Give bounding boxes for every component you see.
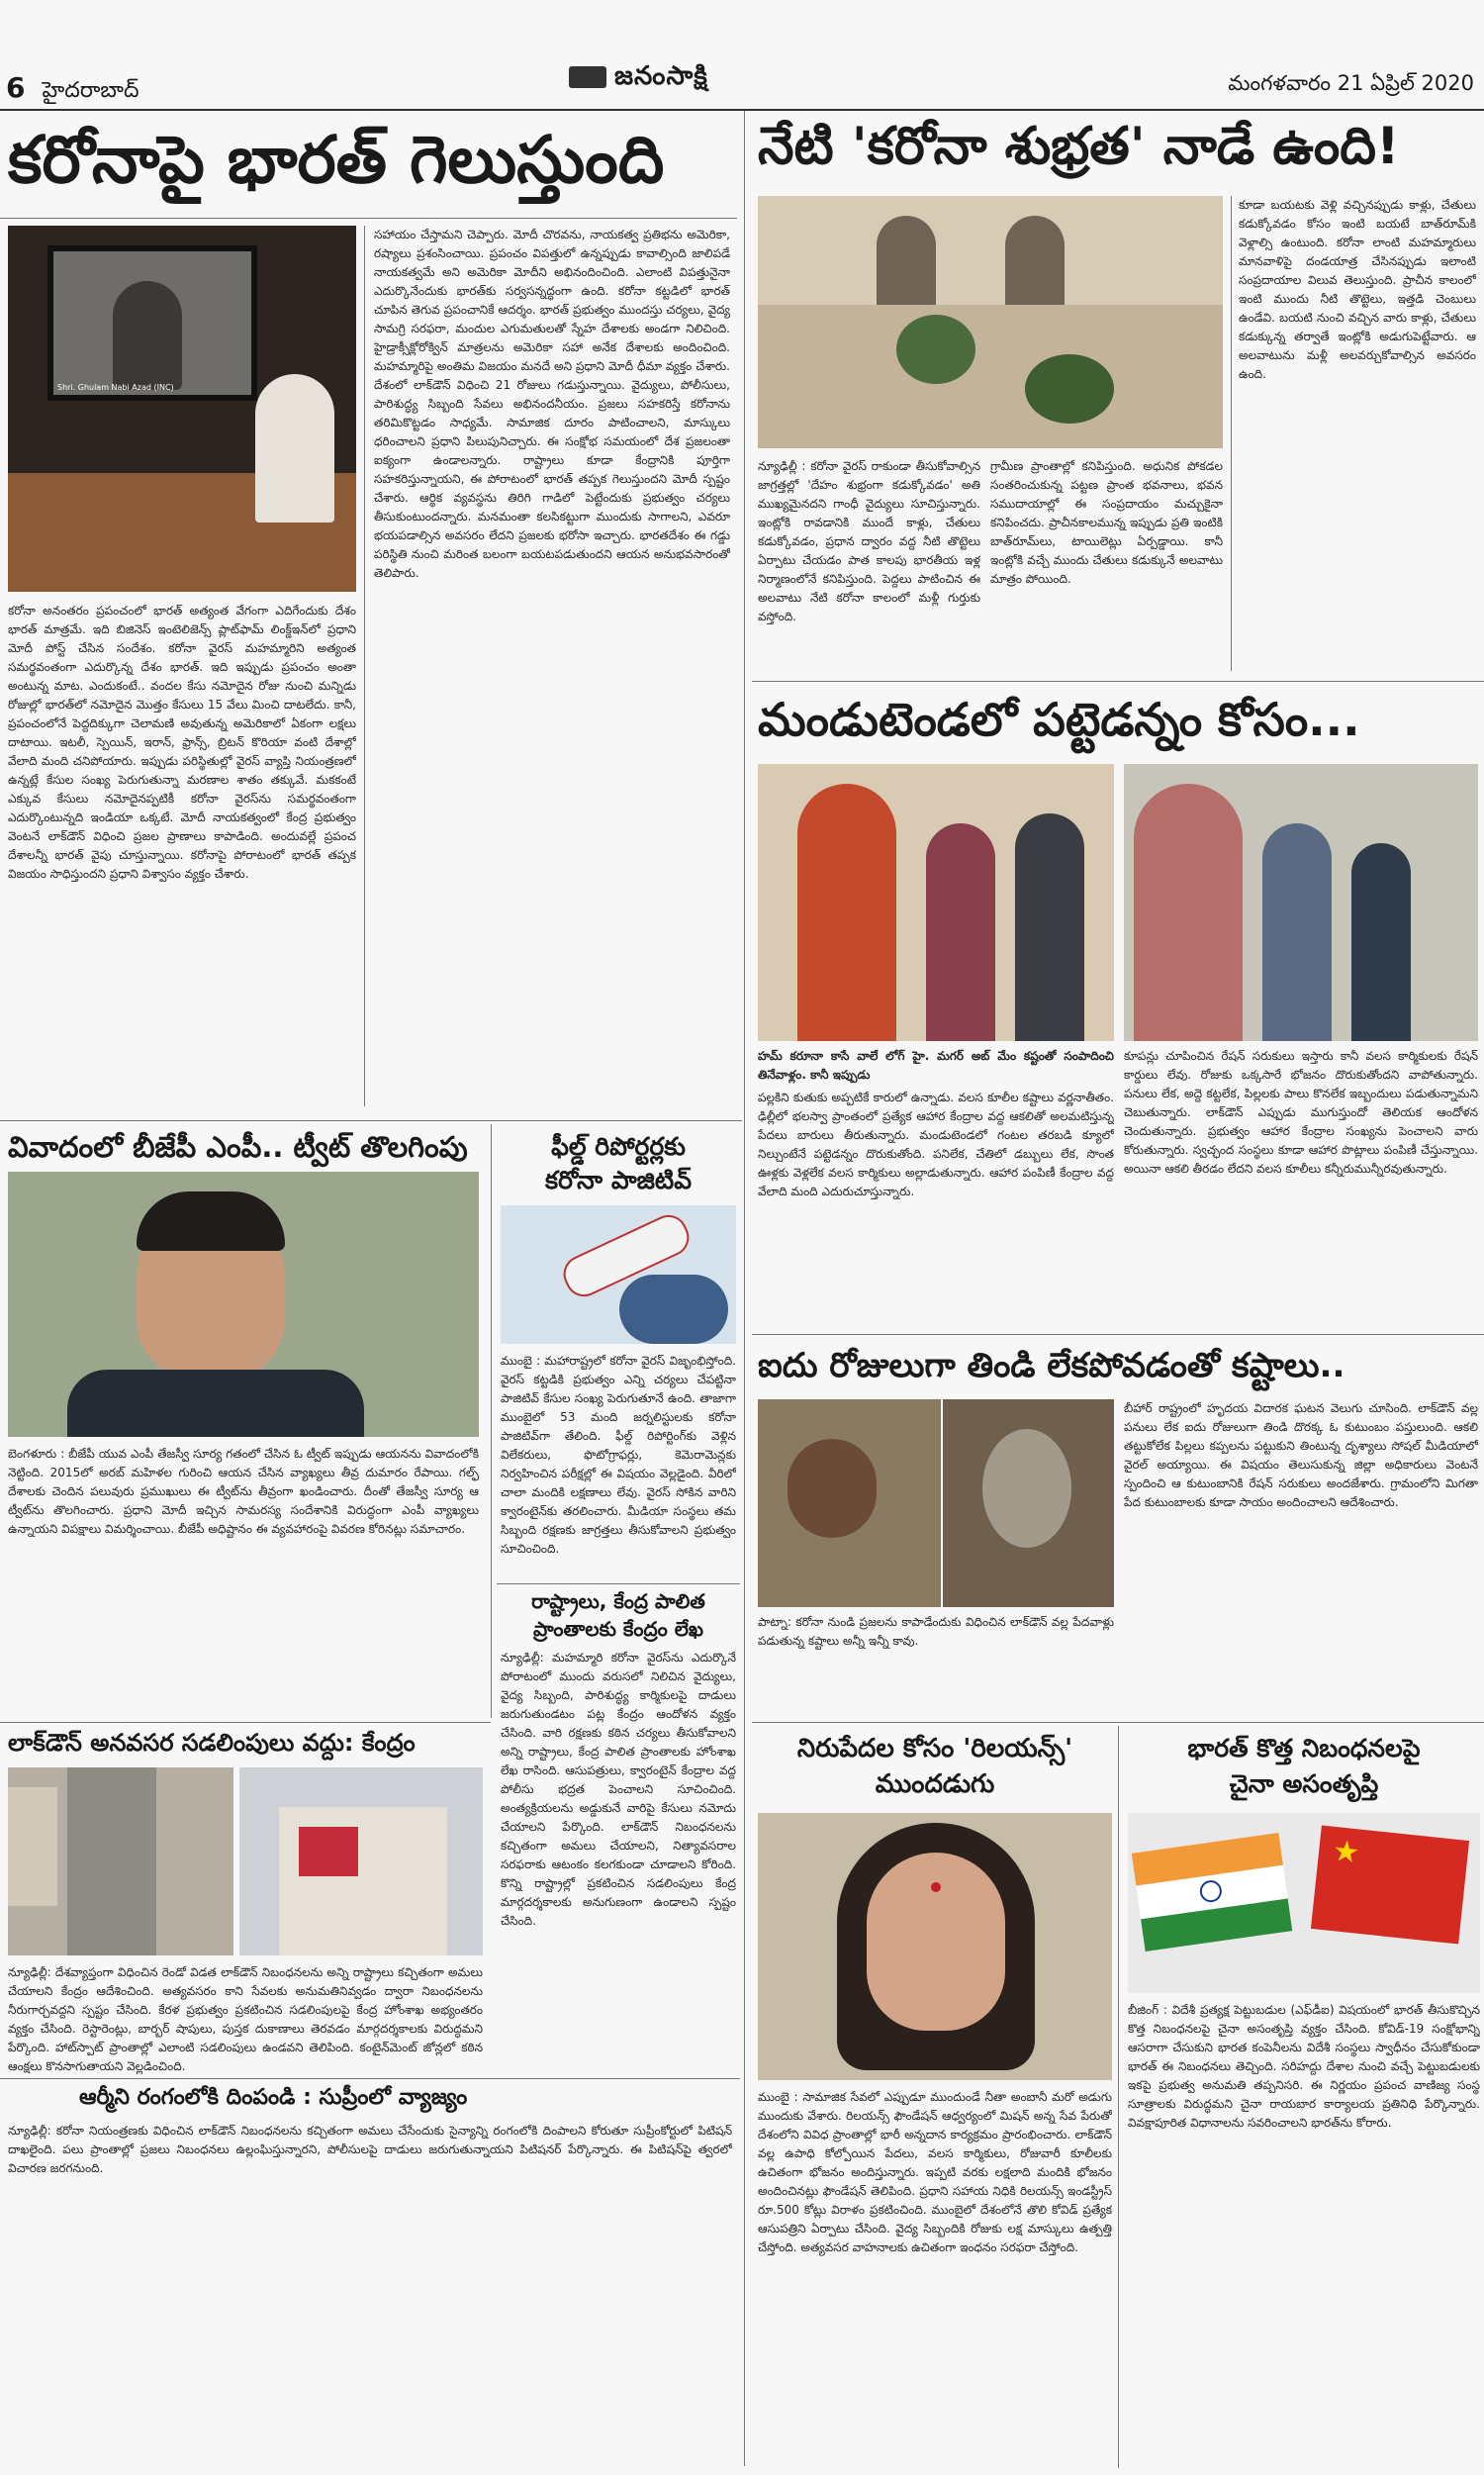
story-7-headline-line-2: ప్రాంతాలకు కేంద్రం లేఖ	[533, 1617, 703, 1641]
story-3-column-left: పల్లకిని కుతుకు అప్పటికే కారులో ఉన్నాడు. వలస కూలీల కష్టాలు వర్ణనాతీతం. ఢిల్లీలో భలస్వా ప్రాంతంలో ప్రత్యేక ఆహార కేంద్రాల వద్ద ఆకలితో అలమటిస్తున్న పేదలు బారులు తీరుతున్నారు. మండుటెండలో గంటల తరబడి క్యూలో నిల్చుంటేనే పట్టెడన్నం దొరుకుతోంది. పనిలేక, చేతిలో డబ్బులు లేక, సొంత ఊళ్లకు వెళ్లలేక వలస కార్మికులు అల్లాడుతున్నారు. ఆహార పంపిణీ కేంద్రాల వద్ద వేలాది మంది ఎదురుచూస్తున్నారు.	[758, 1091, 1114, 1198]
building-wall	[758, 196, 1223, 305]
story-9-body: న్యూఢిల్లీ: కరోనా నియంత్రణకు విధించిన లాక్‌డౌన్ నిబంధనలను కచ్చితంగా అమలు చేసేందుకు సైన్యాన్ని రంగంలోకి దింపాలని కోరుతూ సుప్రీంకోర్టులో పిటిషన్ దాఖలైంది. పలు ప్రాంతాల్లో ప్రజలు నిబంధనలు ఉల్లంఘిస్తున్నారని, పోలీసులపై దాడులు జరుగుతున్నాయని పిటిషనర్ పేర్కొన్నారు. ఈ పిటిషన్‌పై త్వరలో విచారణ జరగనుంది.	[8, 2124, 732, 2175]
story-4-body: బెంగళూరు : బీజేపీ యువ ఎంపీ తేజస్వీ సూర్య గతంలో చేసిన ఓ ట్వీట్ ఇప్పుడు ఆయనను వివాదంలోకి నెట్టింది. 2015లో అరబ్ మహిళల గురించి ఆయన చేసిన వ్యాఖ్యలు తీవ్ర దుమారం రేపాయి. గల్ఫ్ దేశాలకు చెందిన పలువురు ప్రముఖులు ఈ ట్వీట్‌ను తీవ్రంగా ఖండించారు. దీంతో తేజస్వీ సూర్య ఆ ట్వీట్‌ను తొలగించారు. ప్రధాని మోదీ ఇచ్చిన సామరస్య సందేశానికి విరుద్ధంగా ఎంపీ వ్యాఖ్యలు ఉన్నాయని విపక్షాలు విమర్శించాయి. బీజేపీ అధిష్టానం ఈ వ్యవహారంపై వివరణ కోరినట్లు సమాచారం.	[8, 1447, 479, 1536]
story-8-body: న్యూఢిల్లీ: దేశవ్యాప్తంగా విధించిన రెండో విడత లాక్‌డౌన్ నిబంధనలను అన్ని రాష్ట్రాలు కచ్చితంగా అమలు చేయాలని కేంద్రం ఆదేశించింది. అత్యవసరం కాని సేవలకు అనుమతినివ్వడం ద్వారా నిబంధనలను నీరుగార్చవద్దని స్పష్టం చేసింది. కేరళ ప్రభుత్వం ప్రకటించిన సడలింపులపై కేంద్ర హోంశాఖ అభ్యంతరం వ్యక్తం చేసింది. రెస్టారెంట్లు, బార్బర్ షాపులు, పుస్తక దుకాణాలు తెరవడం మార్గదర్శకాలకు విరుద్ధమని పేర్కొంది. హాట్‌స్పాట్ ప్రాంతాల్లో ఎలాంటి సడలింపులు ఉండవని తెలిపింది. కంటైన్‌మెంట్ జోన్లలో కఠిన ఆంక్షలు కొనసాగుతాయని వెల్లడించింది.	[8, 1965, 483, 2073]
story-5-photo	[501, 1205, 736, 1344]
man-behind	[1015, 813, 1084, 1041]
queue-man-3	[1351, 843, 1411, 1041]
building-block	[8, 1787, 57, 1906]
story-10-11-rule	[1118, 1726, 1119, 2468]
story-6-body: బీహార్ రాష్ట్రంలో హృదయ విదారక ఘటన వెలుగు చూసింది. లాక్‌డౌన్ వల్ల పనులు లేక ఐదు రోజులుగా తిండి దొరక్క ఓ కుటుంబం పస్తులుంది. ఆకలి తట్టుకోలేక పిల్లలు కప్పలను పట్టుకుని తింటున్న దృశ్యాలు సోషల్ మీడియాలో వైరల్ అయ్యాయి. ఈ విషయం తెలుసుకున్న జిల్లా అధికారులు వెంటనే స్పందించి ఆ కుటుంబానికి రేషన్ సరుకులు అందజేశారు. గ్రామంలోని మిగతా పేద కుటుంబాలకు కూడా సాయం అందించాలని ఆదేశించారు.	[1124, 1401, 1478, 1509]
story-1-photo	[8, 226, 356, 592]
story-9	[0, 2078, 740, 2469]
tv-screen	[47, 245, 257, 401]
story-3-headline: మండుటెండలో పట్టెడన్నం కోసం...	[758, 693, 1360, 746]
story-11-headline-line-1: భారత్ కొత్త నిబంధనలపై	[1187, 1734, 1421, 1762]
story-11-body: బీజింగ్ : విదేశీ ప్రత్యక్ష పెట్టుబడుల (ఎఫ్‌డీఐ) విషయంలో భారత్ తీసుకొచ్చిన కొత్త నిబంధనలపై చైనా అసంతృప్తి వ్యక్తం చేసింది. కోవిడ్-19 సంక్షోభాన్ని ఆసరాగా చేసుకుని భారత కంపెనీలను విదేశీ సంస్థలు స్వాధీనం చేసుకోకుండా భారత్ ఈ నిబంధనలు తెచ్చింది. సరిహద్దు దేశాల నుంచి వచ్చే పెట్టుబడులకు ఇకపై ప్రభుత్వ అనుమతి తప్పనిసరి. ఈ నిర్ణయం ప్రపంచ వాణిజ్య సంస్థ సూత్రాలకు విరుద్ధమని చైనా రాయబార కార్యాలయ ప్రతినిధి పేర్కొన్నారు. వివక్షాపూరిత విధానాలను సవరించాలని భారత్‌ను కోరారు.	[1128, 2003, 1480, 2130]
story-11	[1124, 1722, 1484, 2469]
story-10-headline-line-2: ముందడుగు	[875, 1769, 995, 1799]
fire-smoke	[982, 1429, 1071, 1548]
story-7-body: న్యూఢిల్లీ: మహమ్మారి కరోనా వైరస్‌ను ఎదుర్కొనే పోరాటంలో ముందు వరుసలో నిలిచిన వైద్యులు, వైద్య సిబ్బంది, పారిశుద్ధ్య కార్మికులపై దాడులు జరుగుతుండటం పట్ల కేంద్రం ఆందోళన వ్యక్తం చేసింది. వారి రక్షణకు కఠిన చర్యలు తీసుకోవాలని అన్ని రాష్ట్రాలు, కేంద్ర పాలిత ప్రాంతాలకు హోంశాఖ లేఖ రాసింది. ఆసుపత్రులు, క్వారంటైన్ కేంద్రాల వద్ద పోలీసు భద్రత పెంచాలని సూచించింది. అంత్యక్రియలను అడ్డుకునే వారిపై కేసులు నమోదు చేయాలని పేర్కొంది. లాక్‌డౌన్ నిబంధనలను కచ్చితంగా అమలు చేయాలని, నిత్యావసరాల సరఫరాకు ఆటంకం కలగకుండా చూడాలని కోరింది. కొన్ని రాష్ట్రాల్లో ప్రకటించిన సడలింపులు కేంద్ర మార్గదర్శకాలకు అనుగుణంగా ఉండాలని స్పష్టం చేసింది.	[501, 1651, 736, 1928]
story-10-body: ముంబై : సామాజిక సేవలో ఎప్పుడూ ముందుండే నీతా అంబానీ మరో అడుగు ముందుకు వేశారు. రిలయన్స్ ఫౌండేషన్ ఆధ్వర్యంలో మిషన్ అన్న సేవ పేరుతో దేశంలోని వివిధ ప్రాంతాల్లో భారీ అన్నదాన కార్యక్రమం ప్రారంభించారు. లాక్‌డౌన్ వల్ల ఉపాధి కోల్పోయిన పేదలు, వలస కార్మికులు, రోజువారీ కూలీలకు ఉచితంగా భోజనం అందిస్తున్నారు. ఇప్పటి వరకు లక్షలాది మందికి భోజనం అందించినట్లు ఫౌండేషన్ తెలిపింది. ప్రధాని సహాయ నిధికి రిలయన్స్ ఇండస్ట్రీస్ రూ.500 కోట్లు విరాళం ప్రకటించింది. ముంబైలో దేశంలోనే తొలి కోవిడ్ ప్రత్యేక ఆసుపత్రిని ఏర్పాటు చేసింది. వైద్య సిబ్బందికి రోజుకు లక్ష మాస్కులు ఉత్పత్తి చేస్తోంది. అత్యవసర వాహనాలకు ఉచితంగా ఇంధనం సరఫరా చేస్తోంది.	[758, 2090, 1112, 2254]
desk-person	[255, 374, 334, 523]
story-8-photo-right	[239, 1767, 483, 1955]
logo-mark-icon	[569, 66, 606, 88]
india-flag	[1132, 1833, 1292, 1951]
story-2-headline: నేటి 'కరోనా శుభ్రత' నాడే ఉంది!	[758, 117, 1400, 176]
story-3-caption: హమ్ కరూనా కాసే వాలే లోగ్ హై. మగర్ అబ్ మేం కష్టంతో సంపాదించి తినేవాళ్లం. కానీ ఇప్పుడు	[758, 1049, 1114, 1082]
story-11-headline-line-2: చైనా అసంతృప్తి	[1229, 1769, 1379, 1798]
story-2-photo	[758, 196, 1223, 448]
queue-man-1	[1134, 784, 1243, 1041]
story-3-photo-right	[1124, 764, 1478, 1041]
story-10	[752, 1722, 1118, 2469]
masthead-left	[6, 71, 139, 108]
paper-name: జనంసాక్షి	[614, 61, 708, 91]
shop-signboard	[299, 1827, 358, 1876]
story-2-bottom-rule	[752, 681, 1484, 682]
woman-red-scarf	[797, 784, 896, 1041]
story-10-headline-line-1: నిరుపేదల కోసం 'రిలయన్స్'	[796, 1734, 1073, 1763]
story-4-photo	[8, 1172, 479, 1437]
story-5-headline-line-2: కరోనా పాజిటివ్	[545, 1166, 692, 1194]
story-7-top-rule	[497, 1583, 740, 1584]
bindi	[931, 1882, 941, 1892]
nita-face	[867, 1853, 1005, 2031]
story-6-caption: పాట్నా: కరోనా నుండి ప్రజలను కాపాడేందుకు విధించిన లాక్‌డౌన్ వల్ల పేదవాళ్లు పడుతున్న కష్టాలు అన్నీ ఇన్నీ కావు.	[758, 1615, 1114, 1648]
door-1	[877, 216, 936, 305]
plant-2	[1025, 354, 1114, 424]
story-1-column-right: సహాయం చేస్తామని చెప్పారు. మోదీ చొరవను, నాయకత్వ ప్రతిభను అమెరికా, రష్యాలు ప్రశంసించాయి. ప్రపంచం విపత్తులో ఉన్నప్పుడు కావాల్సింది జాలిపడే నాయకత్వమే అని అమెరికా మోదీని అభినందించింది. ఎలాంటి విపత్తునైనా ఎదుర్కొనేందుకు భారత్‌కు సర్వసన్నద్ధంగా ఉంది. కరోనా కట్టడిలో భారత్ చూపిన తెగువ ప్రపంచానికే ఆదర్శం. భారత్ ప్రభుత్వం ముందస్తు చర్యలు, వైద్య సామగ్రి సరఫరా, మందుల ఎగుమతులతో స్నేహ దేశాలకు అండగా నిలిచింది. హైడ్రాక్సీక్లోరోక్విన్ మాత్రలను అమెరికా సహా అనేక దేశాలకు అందించింది. మహమ్మారిపై అంతిమ విజయం మనదే అని ప్రధాని మోదీ ధీమా వ్యక్తం చేశారు. దేశంలో లాక్‌డౌన్ విధించి 21 రోజులు గడుస్తున్నాయి. వైద్యులు, పోలీసులు, పారిశుద్ధ్య సిబ్బంది సేవలు అభినందనీయం. ప్రజలు సహకరిస్తే కరోనాను తరిమికొట్టడం సాధ్యమే. సామాజిక దూరం పాటించాలని, మాస్కులు ధరించాలని ప్రధాని పిలుపునిచ్చారు. ఈ సంక్షోభ సమయంలో దేశ ప్రజలంతా ఐక్యంగా ఉండాలన్నారు. రాష్ట్రాలు కూడా కేంద్రానికి పూర్తిగా సహకరిస్తున్నాయని, ఈ పోరాటంలో భారత్ తప్పక గెలుస్తుందని మోదీ స్పష్టం చేశారు. ఆర్థిక వ్యవస్థను తిరిగి గాడిలో పెట్టేందుకు ప్రభుత్వం చర్యలు తీసుకుంటుందన్నారు. మనమంతా కలసికట్టుగా ముందుకు సాగాలని, ఎవరూ భయపడాల్సిన అవసరం లేదని ప్రజలకు భరోసా ఇచ్చారు. భారతదేశం ఈ గడ్డు పరిస్థితి నుంచి మరింత బలంగా బయటపడుతుందని ఆయన అనుభవసారంతో తెలిపారు.	[374, 228, 730, 580]
story-2-column-1: న్యూఢిల్లీ : కరోనా వైరస్ రాకుండా తీసుకోవాల్సిన జాగ్రత్తల్లో 'దేహం శుభ్రంగా కడుక్కోవడం' అతి ముఖ్యమైనదని గాంధీ వైద్యులు సూచిస్తున్నారు. ఇంట్లోకి రావడానికి ముందే కాళ్లు, చేతులు కడుక్కోవడం, ప్రధాన ద్వారం వద్ద నీటి తొట్టెలు ఏర్పాటు చేయడం పాత కాలపు భారతీయ ఇళ్ల నిర్మాణంలోనే కనిపిస్తుంది. పెద్దలు పాటించిన ఈ అలవాటు నేటి కరోనా కాలంలో మళ్లీ గుర్తుకు వస్తోంది.	[758, 459, 980, 623]
china-flag	[1311, 1825, 1469, 1944]
woman-behind	[926, 823, 995, 1041]
mp-suit	[67, 1370, 364, 1437]
story-1-column-rule	[364, 226, 365, 1106]
story-6-headline: ఐదు రోజులుగా తిండి లేకపోవడంతో కష్టాలు..	[758, 1346, 1345, 1385]
paper-logo	[569, 61, 708, 97]
story-2-column-2: గ్రామీణ ప్రాంతాల్లో కనిపిస్తుంది. అధునిక పోకడల సంతరించుకున్న పట్టణ ప్రాంత భవనాలు, భవన సముదాయాల్లో ఈ సంప్రదాయం మచ్చుకైనా కనిపించదు. ప్రాచీనకాలమున్న ఇప్పుడు ప్రతి ఇంటికి బాత్‌రూమ్‌లు, టాయిలెట్లు ఏర్పడ్డాయి. కానీ ఇంట్లోకి వచ్చే ముందు చేతులు కడుక్కునే అలవాటు మాత్రం పోయింది.	[990, 459, 1223, 586]
story-6-top-rule	[752, 1334, 1484, 1335]
story-1-divider	[0, 218, 737, 219]
story-6-photo-left	[758, 1399, 941, 1607]
story-6	[752, 1334, 1484, 1720]
story-4-headline: వివాదంలో బీజేపీ ఎంపీ.. ట్వీట్ తొలగింపు	[8, 1130, 468, 1164]
plant-1	[896, 315, 975, 384]
page-center-rule	[744, 111, 745, 2466]
story-2-column-rule	[1231, 196, 1232, 671]
story-9-headline: ఆర్మీని రంగంలోకి దింపండి : సుప్రీంలో వ్యాజ్యం	[79, 2085, 468, 2110]
story-4-5-rule	[491, 1124, 492, 1718]
gloved-hand	[619, 1275, 728, 1344]
story-11-photo	[1128, 1813, 1480, 1993]
story-1-bottom-rule	[0, 1120, 742, 1121]
story-8-headline: లాక్‌డౌన్ అనవసర సడలింపులు వద్దు: కేంద్రం	[8, 1729, 416, 1757]
story-3-photo-left	[758, 764, 1114, 1041]
story-4	[0, 1124, 485, 1718]
story-2	[752, 111, 1484, 675]
story-1-column-left: కరోనా అనంతరం ప్రపంచంలో భారత్ అత్యంత వేగంగా ఎదిగేందుకు దేశం భారత్ మాత్రమే. ఇది బిజినెస్ ఇంటెలిజెన్స్ ప్లాట్‌ఫామ్ లింక్డ్‌ఇన్‌లో ప్రధాని మోదీ పోస్ట్ చేసిన సందేశం. కరోనా వైరస్ మహమ్మారిని అత్యంత సమర్థవంతంగా ఎదుర్కొన్న దేశం భారత్. ఇది ఇప్పుడు ప్రపంచం అంతా అంటున్న మాట. ఎందుకంటే.. వందల కేసు నమోదైన రోజు నుంచి మన్నిడు రోజుల్లో భారత్‌లో నమోదైన మొత్తం కేసులు 15 వేలు మించి దాటలేదు. కానీ, ప్రపంచంలోనే పెద్దదిక్కుగా చెలామణి అవుతున్న అమెరికాలో ఏకంగా లక్షలు దాటాయి. ఇటలీ, స్పెయిన్, ఇరాన్, ఫ్రాన్స్, బ్రిటన్ కొరియా వంటి దేశాల్లో వేలాది మంది చనిపోయారు. ఇప్పుడు పరిస్థితుల్లో వైరస్ వ్యాప్తి నియంత్రణలో ఉన్నట్లే కేసుల సంఖ్య పెరుగుతున్నా మరణాల శాతం తక్కువే. మకకంటే ఎక్కువ కేసులు నమోదైనప్పటికీ కరోనా వైరస్‌ను సమర్థవంతంగా ఎదుర్కొంటున్నది ఇండియా ఒక్కటే. మోదీ నాయకత్వంలో కేంద్ర ప్రభుత్వం వెంటనే లాక్‌డౌన్ విధించి ప్రజల ప్రాణాలు కాపాడింది. అందువల్లే ప్రపంచ దేశాలన్నీ భారత్ వైపు చూస్తున్నాయి. కరోనాపై పోరాటంలో భారత్ తప్పక విజయం సాధిస్తుందని ప్రధాని విశ్వాసం వ్యక్తం చేశారు.	[8, 604, 356, 881]
story-1	[0, 111, 737, 1115]
story-7	[497, 1583, 740, 2118]
story-5	[497, 1124, 740, 1579]
story-8-top-rule	[0, 1722, 491, 1723]
mp-hair	[137, 1191, 285, 1251]
story-3-column-right: కూపన్లు చూపించిన రేషన్ సరుకులు ఇస్తారు కానీ వలస కార్మికులకు రేషన్ కార్డులు లేవు. రోజుకు ఒక్కసారే భోజనం దొరుకుతోందని వాపోతున్నారు. పనులు లేక, అద్దె కట్టలేక, పిల్లలకు పాలు కొనలేక ఇబ్బందులు పడుతున్నామని చెబుతున్నారు. లాక్‌డౌన్ ఎప్పుడు ముగుస్తుందో తెలియక ఆందోళన చెందుతున్నారు. ప్రభుత్వం ఆహార కేంద్రాల సంఖ్యను పెంచాలని వారు కోరుతున్నారు. స్వచ్ఛంద సంస్థలు కూడా ఆహార పొట్లాలు పంపిణీ చేస్తున్నాయి. అయినా ఆకలి తీరడం లేదని వలస కూలీలు కన్నీరుమున్నీరవుతున్నారు.	[1124, 1049, 1478, 1176]
queue-man-2	[1262, 823, 1332, 1041]
masthead	[0, 0, 1484, 111]
story-7-headline-line-1: రాష్ట్రాలు, కేంద్ర పాలిత	[531, 1589, 705, 1613]
story-9-top-rule	[0, 2078, 740, 2079]
empty-road	[67, 1767, 156, 1955]
story-10-photo	[758, 1813, 1112, 2080]
star-icon: ★	[1331, 1833, 1361, 1871]
issue-date: మంగళవారం 21 ఏప్రిల్ 2020	[1228, 71, 1474, 95]
tv-person	[113, 281, 182, 390]
page-number: 6	[6, 71, 26, 104]
story-6-photo-right	[943, 1399, 1114, 1607]
story-1-headline: కరోనాపై భారత్ గెలుస్తుంది	[8, 122, 665, 198]
tv-caption: Shri. Ghulam Nabi Azad (INC)	[57, 383, 174, 392]
story-5-headline-line-1: ఫీల్డ్ రిపోర్టర్లకు	[551, 1132, 686, 1161]
story-3	[752, 685, 1484, 1328]
story-8-photo-left	[8, 1767, 233, 1955]
door-2	[1005, 216, 1065, 305]
story-2-column-3: కూడా బయటకు వెళ్లి వచ్చినప్పుడు కాళ్లు, చేతులు కడుక్కోవడం కోసం ఇంటి బయటే బాత్‌రూమ్‌కి వెళ్లాల్సి ఉంటుంది. కరోనా లాంటి మహమ్మారులు మానవాళిపై దండయాత్ర చేసినప్పుడు ఇలాంటి సంప్రదాయాల విలువ తెలుస్తుంది. ప్రాచీన కాలంలో ఇంటి ముందు నీటి తొట్టెలు, ఇత్తడి చెంబులు ఉండేవి. బయటి నుంచి వచ్చిన వారు కాళ్లు, చేతులు కడుక్కున్న తర్వాతే ఇంట్లోకి అడుగుపెట్టేవారు. ఆ అలవాటును మళ్లీ అలవర్చుకోవాల్సిన అవసరం ఉంది.	[1239, 198, 1476, 381]
child-face	[788, 1439, 877, 1538]
story-5-body: ముంబై : మహారాష్ట్రలో కరోనా వైరస్ విజృంభిస్తోంది. వైరస్ కట్టడికి ప్రభుత్వం ఎన్ని చర్యలు చేపట్టినా పాజిటివ్ కేసుల సంఖ్య పెరుగుతూనే ఉంది. తాజాగా ముంబైలో 53 మంది జర్నలిస్టులకు కరోనా పాజిటివ్‌గా తేలింది. ఫీల్డ్ రిపోర్టింగ్‌కు వెళ్లిన విలేకరులు, ఫొటోగ్రాఫర్లు, కెమెరామెన్లకు నిర్వహించిన పరీక్షల్లో ఈ విషయం వెల్లడైంది. వీరిలో చాలా మందికి లక్షణాలు లేవు. వైరస్ సోకిన వారిని క్వారంటైన్‌కు తరలించారు. మీడియా సంస్థలు తమ సిబ్బంది రక్షణకు జాగ్రత్తలు తీసుకోవాలని ప్రభుత్వం సూచించింది.	[501, 1354, 736, 1556]
ashoka-chakra-icon	[1198, 1879, 1223, 1904]
city-name: హైదరాబాద్	[42, 78, 139, 103]
